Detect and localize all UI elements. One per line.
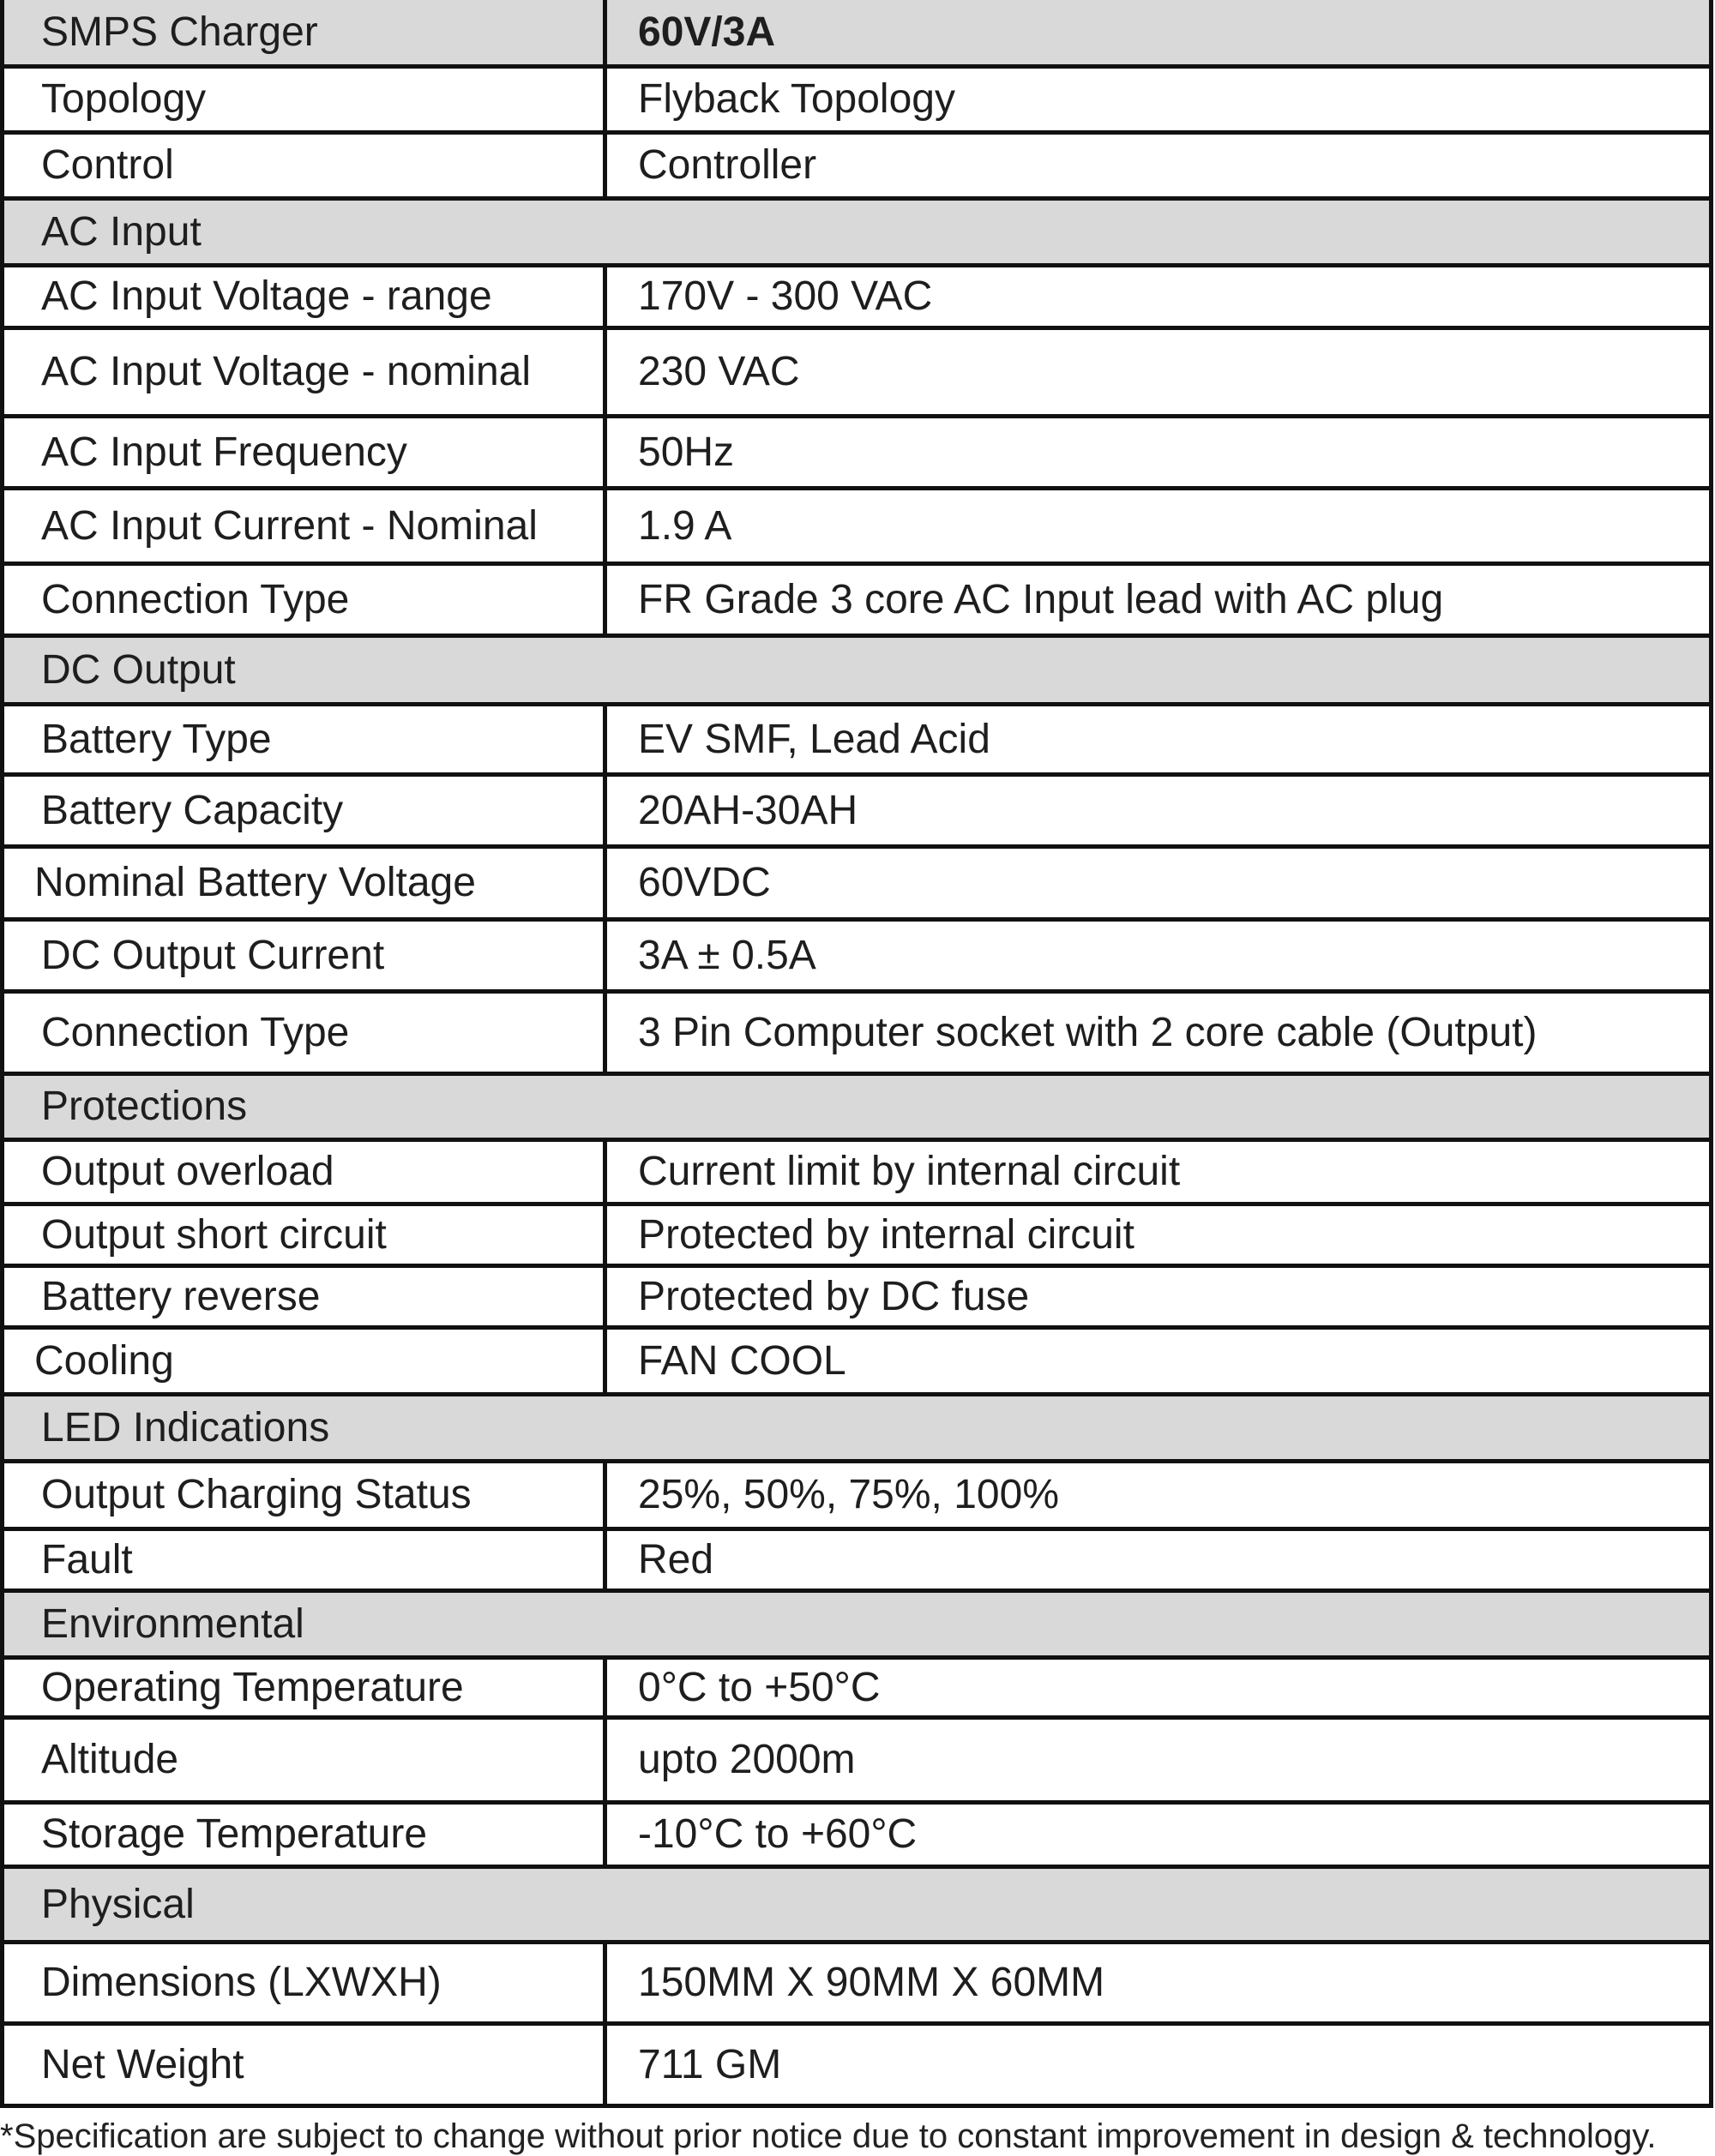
header-row — [0, 0, 1713, 69]
table-left-border — [0, 0, 4, 2108]
section-title: Protections — [41, 1084, 248, 1129]
table-row — [0, 922, 1713, 994]
row-label: Connection Type — [0, 566, 607, 634]
row-label: Connection Type — [0, 994, 607, 1072]
table-row — [0, 135, 1713, 201]
row-value: Flyback Topology — [638, 76, 955, 122]
row-value: Controller — [638, 142, 817, 188]
row-value: 170V - 300 VAC — [638, 273, 933, 319]
row-value: 0°C to +50°C — [638, 1664, 881, 1710]
table-row — [0, 330, 1713, 418]
row-value: 3A ± 0.5A — [638, 932, 816, 978]
table-row — [0, 1660, 1713, 1720]
section-title: Environmental — [41, 1600, 304, 1647]
row-label: Control — [0, 135, 607, 196]
row-label: Topology — [0, 69, 607, 130]
row-value: 1.9 A — [638, 502, 732, 549]
row-label: AC Input Voltage - nominal — [0, 330, 607, 414]
row-label: Battery Capacity — [0, 777, 607, 844]
table-row — [0, 267, 1713, 330]
row-label: AC Input Voltage - range — [0, 267, 607, 326]
section-title: LED Indications — [41, 1404, 330, 1450]
table-row — [0, 490, 1713, 566]
row-value: Protected by internal circuit — [638, 1211, 1134, 1258]
row-label: Nominal Battery Voltage — [0, 849, 607, 917]
row-value: 711 GM — [638, 2041, 782, 2087]
table-row — [0, 777, 1713, 849]
table-row — [0, 1142, 1713, 1206]
header-label: SMPS Charger — [0, 0, 607, 64]
section-title: AC Input — [41, 208, 202, 255]
row-value: Red — [638, 1536, 714, 1582]
row-label: AC Input Frequency — [0, 418, 607, 486]
row-label: Battery Type — [0, 706, 607, 772]
section-row-environmental — [0, 1593, 1713, 1660]
row-label: Output overload — [0, 1142, 607, 1202]
table-row — [0, 1463, 1713, 1531]
row-label: DC Output Current — [0, 922, 607, 989]
table-row — [0, 1805, 1713, 1869]
section-row-led-indications — [0, 1396, 1713, 1463]
row-value: 3 Pin Computer socket with 2 core cable (Output) — [638, 1009, 1537, 1055]
table-row — [0, 2026, 1713, 2108]
row-value: FR Grade 3 core AC Input lead with AC plug — [638, 576, 1444, 622]
table-row — [0, 566, 1713, 638]
table-row — [0, 706, 1713, 777]
row-label: Storage Temperature — [0, 1805, 607, 1865]
row-value: 50Hz — [638, 429, 735, 475]
row-label: Output short circuit — [0, 1206, 607, 1264]
table-row — [0, 1944, 1713, 2026]
table-row — [0, 849, 1713, 922]
section-row-protections — [0, 1076, 1713, 1142]
table-row — [0, 1268, 1713, 1330]
table-row — [0, 69, 1713, 135]
row-value: 150MM X 90MM X 60MM — [638, 1960, 1105, 2005]
row-value: upto 2000m — [638, 1737, 856, 1782]
row-value: 20AH-30AH — [638, 787, 858, 833]
table-row — [0, 1206, 1713, 1268]
table-row — [0, 1531, 1713, 1593]
table-row — [0, 1330, 1713, 1396]
row-value: EV SMF, Lead Acid — [638, 716, 990, 762]
row-label: AC Input Current - Nominal — [0, 490, 607, 562]
row-value: Protected by DC fuse — [638, 1273, 1030, 1319]
header-value: 60V/3A — [638, 9, 776, 55]
row-value: 25%, 50%, 75%, 100% — [638, 1472, 1059, 1517]
row-value: -10°C to +60°C — [638, 1811, 918, 1857]
section-row-physical — [0, 1869, 1713, 1944]
table-row — [0, 418, 1713, 490]
row-label: Altitude — [0, 1720, 607, 1800]
row-label: Fault — [0, 1531, 607, 1588]
table-right-border — [1709, 0, 1713, 2108]
row-value: 230 VAC — [638, 349, 800, 394]
section-title: DC Output — [41, 646, 236, 693]
row-label: Operating Temperature — [0, 1660, 607, 1715]
row-label: Output Charging Status — [0, 1463, 607, 1527]
table-row — [0, 1720, 1713, 1805]
section-row-ac-input — [0, 201, 1713, 267]
footnote: *Specification are subject to change without prior notice due to constant improvement in design & technology. — [0, 2117, 1657, 2155]
section-title: Physical — [41, 1881, 195, 1927]
row-label: Cooling — [0, 1330, 607, 1392]
row-value: 60VDC — [638, 860, 771, 905]
section-row-dc-output — [0, 638, 1713, 706]
row-label: Dimensions (LXWXH) — [0, 1944, 607, 2021]
row-value: Current limit by internal circuit — [638, 1149, 1181, 1194]
row-label: Net Weight — [0, 2026, 607, 2104]
row-value: FAN COOL — [638, 1337, 846, 1384]
row-label: Battery reverse — [0, 1268, 607, 1325]
table-row — [0, 994, 1713, 1076]
